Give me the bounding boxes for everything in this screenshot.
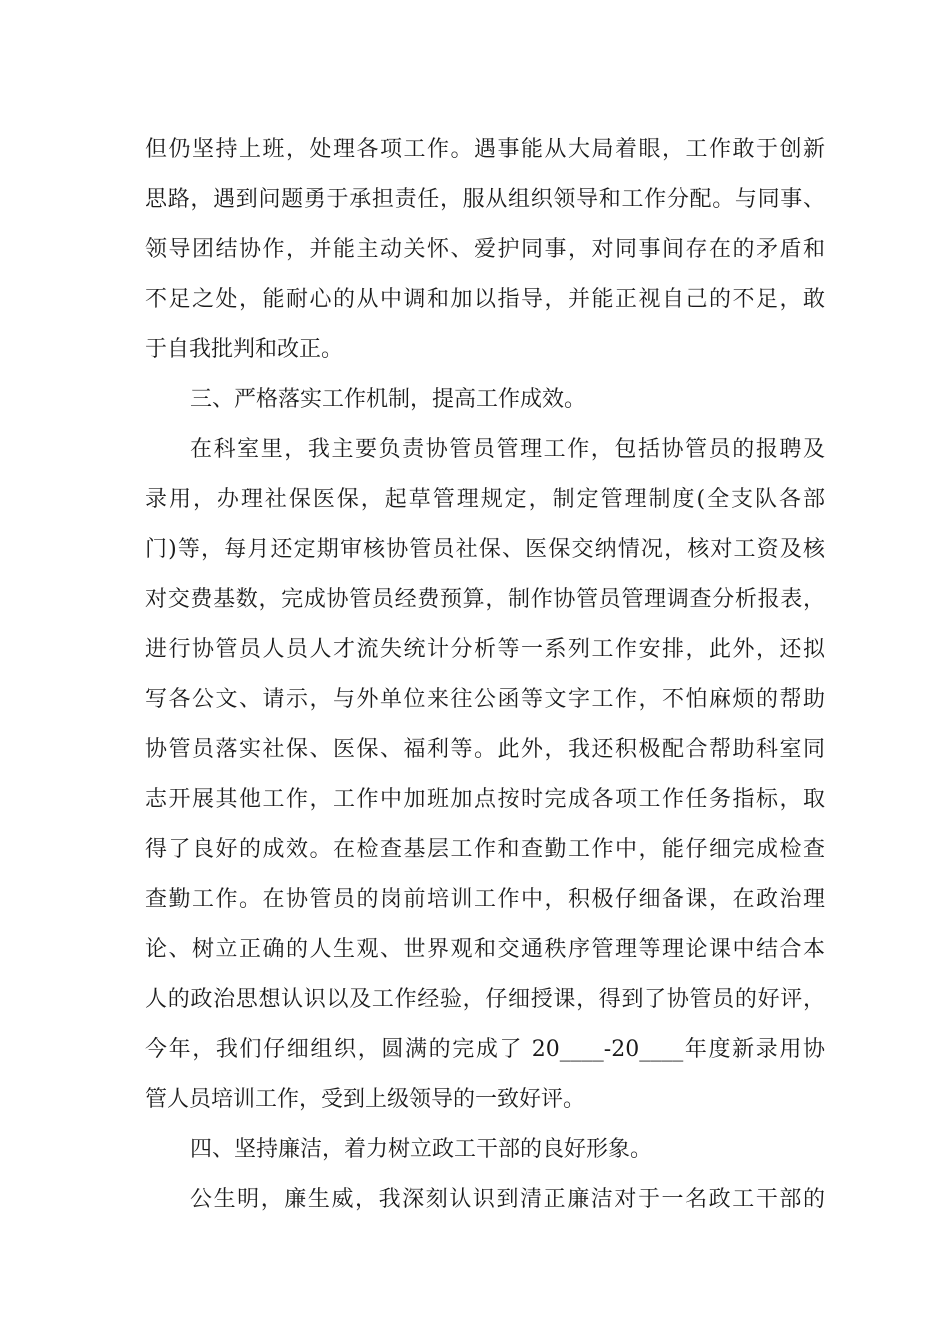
text-line: 对交费基数，完成协管员经费预算，制作协管员管理调查分析报表， [145, 587, 825, 612]
text-line: 但仍坚持上班，处理各项工作。遇事能从大局着眼，工作敢于创新 [145, 137, 825, 162]
paragraph-first-line: 公生明，廉生威，我深刻认识到清正廉洁对于一名政工干部的 [190, 1187, 825, 1212]
section-heading: 四、坚持廉洁，着力树立政工干部的良好形象。 [190, 1137, 653, 1162]
section-heading: 三、严格落实工作机制，提高工作成效。 [190, 387, 587, 412]
text-line: 管人员培训工作，受到上级领导的一致好评。 [145, 1087, 586, 1112]
text-line: 于自我批判和改正。 [145, 337, 344, 362]
text-line: 查勤工作。在协管员的岗前培训工作中，积极仔细备课，在政治理 [145, 887, 825, 912]
text-line: 写各公文、请示，与外单位来往公函等文字工作，不怕麻烦的帮助 [145, 687, 825, 712]
text-line: 不足之处，能耐心的从中调和加以指导，并能正视自己的不足，敢 [145, 287, 825, 312]
text-line: 人的政治思想认识以及工作经验，仔细授课，得到了协管员的好评， [145, 987, 825, 1012]
text-line: 领导团结协作，并能主动关怀、爱护同事，对同事间存在的矛盾和 [145, 237, 825, 262]
text-line: 进行协管员人员人才流失统计分析等一系列工作安排，此外，还拟 [145, 637, 825, 662]
text-line: 志开展其他工作，工作中加班加点按时完成各项工作任务指标，取 [145, 787, 825, 812]
text-line: 思路，遇到问题勇于承担责任，服从组织领导和工作分配。与同事、 [145, 187, 825, 212]
text-line: 得了良好的成效。在检查基层工作和查勤工作中，能仔细完成检查 [145, 837, 825, 862]
text-line: 录用，办理社保医保，起草管理规定，制定管理制度(全支队各部 [145, 487, 825, 512]
paragraph-first-line: 在科室里，我主要负责协管员管理工作，包括协管员的报聘及 [190, 437, 825, 462]
text-line: 协管员落实社保、医保、福利等。此外，我还积极配合帮助科室同 [145, 737, 825, 762]
text-line: 门)等，每月还定期审核协管员社保、医保交纳情况，核对工资及核 [145, 537, 825, 562]
text-line: 论、树立正确的人生观、世界观和交通秩序管理等理论课中结合本 [145, 937, 825, 962]
text-line: 今年，我们仔细组织，圆满的完成了 20____-20____年度新录用协 [145, 1037, 825, 1062]
